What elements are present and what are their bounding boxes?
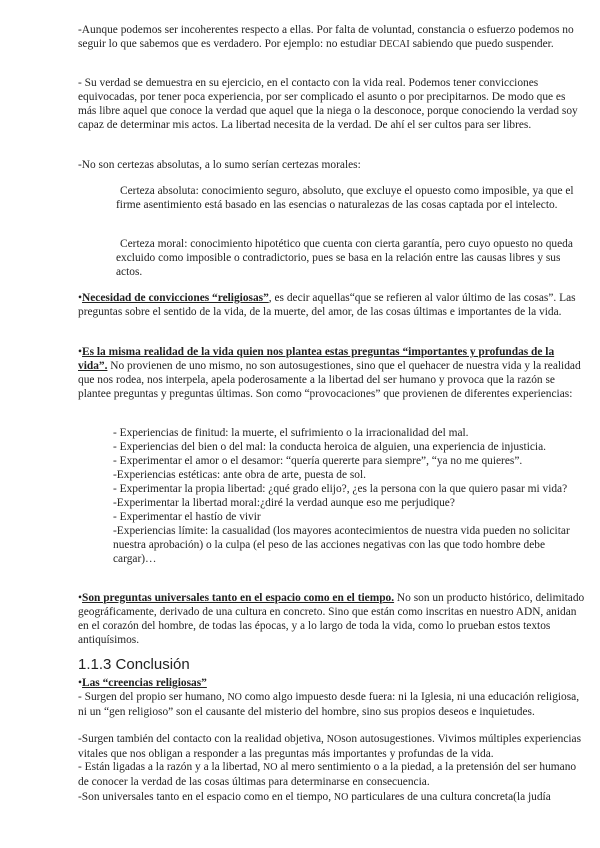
experience-list: [113, 426, 581, 566]
conclusion-item: - Surgen del propio ser humano, NO como algo impuesto desde fuera: ni la Iglesia, ni una educación religiosa, ni un “gen religioso” son el causante del misterio del hombre, sino sus propios deseos e inquietudes.: [78, 691, 580, 718]
paragraph-realidad: •Es la misma realidad de la vida quien nos plantea estas preguntas “importantes y profundas de la vida”. No provienen de uno mismo, no son autosugestiones, sino que el quehacer de nuestra vida y la realidad que nos rodea, nos interpela, apela poderosamente a la libertad del ser humano y provoca que la razón se plantee preguntas y preguntas últimas. Son como “provocaciones” que provienen de diferentes experiencias:: [78, 346, 581, 400]
list-item: - Experimentar el hastío de vivir: [113, 511, 261, 523]
list-item: - Experiencias del bien o del mal: la conducta heroica de alguien, una experiencia de injusticia.: [113, 441, 546, 453]
conclusion-item: - Están ligadas a la razón y a la libertad, NO al mero sentimiento o a la piedad, a la pretensión del ser humano de conocer la verdad de las cosas últimas para determinarse en consecuencia.: [78, 761, 577, 788]
paragraph-certezas: -No son certezas absolutas, a lo sumo serían certezas morales:: [78, 159, 361, 171]
subheading: •Las “creencias religiosas”: [78, 677, 207, 689]
conclusion-item: -Surgen también del contacto con la realidad objetiva, NOson autosugestiones. Vivimos múltiples experiencias vitales que nos obligan a responder a las preguntas más importantes y profundas de la vida.: [78, 733, 582, 760]
list-item: - Experimentar la propia libertad: ¿qué grado elijo?, ¿es la persona con la que quiero pasar mi vida?: [113, 483, 568, 495]
paragraph-certeza-moral: Certeza moral: conocimiento hipotético que cuenta con cierta garantía, pero cuyo opuesto no queda excluido como imposible o contradictorio, pues se basa en la relación entre las causas libres y sus actos.: [116, 238, 573, 278]
list-item: - Experiencias de finitud: la muerte, el sufrimiento o la irracionalidad del mal.: [113, 427, 469, 439]
bold-heading: Necesidad de convicciones “religiosas”: [82, 292, 269, 304]
paragraph-certeza-absoluta: Certeza absoluta: conocimiento seguro, absoluto, que excluye el opuesto como imposible, ya que el firme asentimiento está basado en las esencias o naturalezas de las cosas captada por el intelecto.: [116, 185, 574, 211]
paragraph-verdad: - Su verdad se demuestra en su ejercicio, en el contacto con la vida real. Podemos tener convicciones equivocadas, por tener poca experiencia, por ser complicado el asunto o por precipitarnos. De modo que es más libre aquel que conoce la verdad que aquel que la niega o la desconoce, porque conociendo la verdad soy capaz de determinar mis actos. La libertad necesita de la verdad. De ahí el ser cultos para ser libres.: [78, 77, 578, 131]
paragraph-necesidad: •Necesidad de convicciones “religiosas”, es decir aquellas“que se refieren al valor último de las cosas”. Las preguntas sobre el sentido de la vida, de la muerte, del amor, de las cosas últimas e importantes de la vida.: [78, 292, 576, 318]
list-item: -Experimentar la libertad moral:¿diré la verdad aunque eso me perjudique?: [113, 497, 455, 509]
conclusion-item: -Son universales tanto en el espacio como en el tiempo, NO particulares de una cultura concreta(la judía: [78, 791, 551, 803]
list-item: -Experiencias límite: la casualidad (los mayores acontecimientos de nuestra vida pueden no solicitar nuestra aprobación) o la culpa (el peso de las acciones negativas con las que todo hombre debe cargar)…: [113, 525, 570, 565]
list-item: -Experiencias estéticas: ante obra de arte, puesta de sol.: [113, 469, 367, 481]
bold-heading: Es la misma realidad de la vida quien nos plantea estas preguntas “importantes y profundas de la vida”.: [78, 346, 555, 372]
section-heading: 1.1.3 Conclusión: [78, 656, 190, 673]
bold-heading: Son preguntas universales tanto en el espacio como en el tiempo.: [82, 592, 395, 604]
small-caps-word: DECAI: [379, 39, 410, 50]
paragraph-incoherence: -Aunque podemos ser incoherentes respecto a ellas. Por falta de voluntad, constancia o esfuerzo podemos no seguir lo que sabemos que es verdadero. Por ejemplo: no estudiar DECAI sabiendo que puedo suspender.: [78, 24, 574, 50]
list-item: - Experimentar el amor o el desamor: “quería quererte para siempre”, “ya no me quieres”.: [113, 455, 523, 467]
paragraph-universales: •Son preguntas universales tanto en el espacio como en el tiempo. No son un producto histórico, delimitado geográficamente, derivado de una cultura en concreto. Sino que están como inscritas en nuestro ADN, anidan en el corazón del hombre, de todas las épocas, y a lo largo de toda la vida, como lo prueban estos textos antiquísimos.: [78, 592, 585, 646]
